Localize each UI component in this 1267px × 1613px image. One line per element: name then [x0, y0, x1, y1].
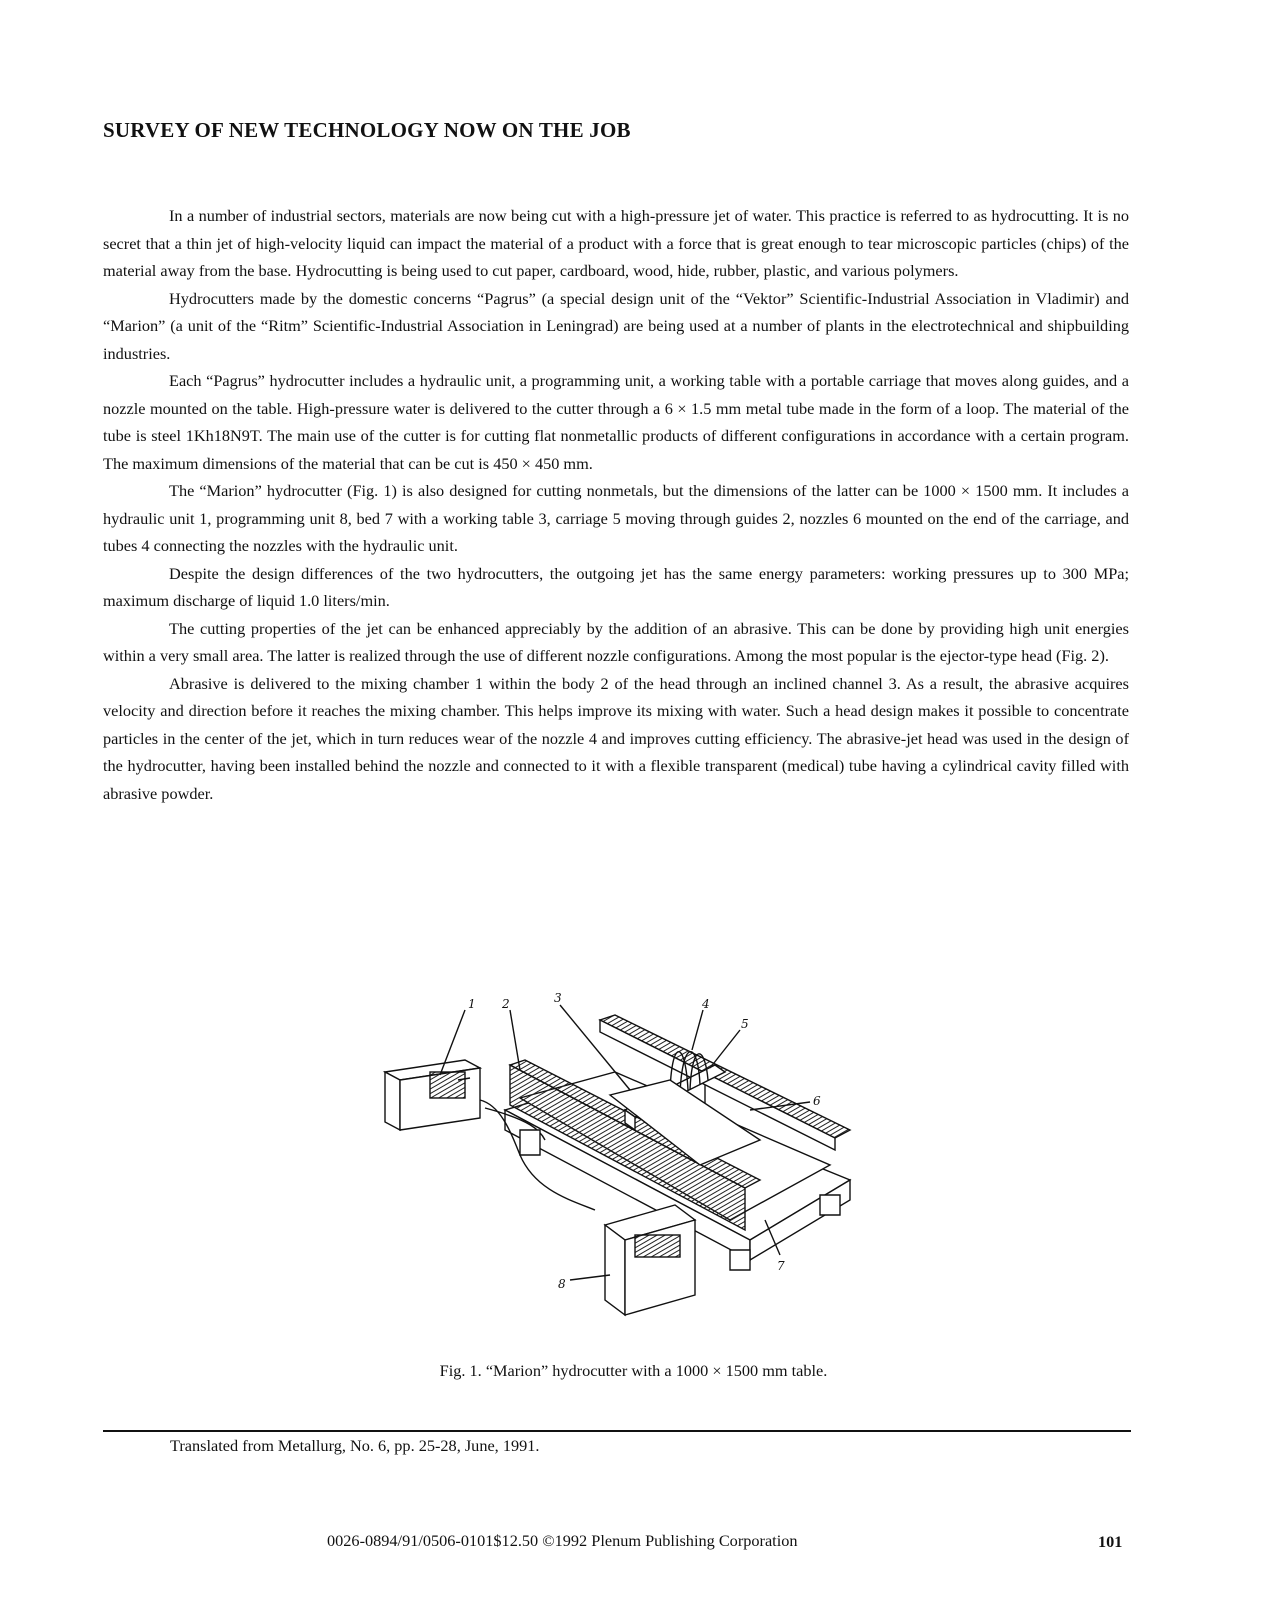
figure-label-2: 2: [502, 997, 510, 1011]
paragraph: Hydrocutters made by the domestic concerns “Pagrus” (a special design unit of the “Vektor” Scientific-Industrial Association in Vladimir) and “Marion” (a unit of the “Ritm” Scientific-Industrial Association in Leningrad) are being used at a number of plants in the electrotechnical and shipbuilding industries.: [103, 288, 1129, 363]
paragraph: In a number of industrial sectors, materials are now being cut with a high-pressure jet of water. This practice is referred to as hydrocutting. It is no secret that a thin jet of high-velocity liquid can impact the material of a product with a force that is great enough to tear microscopic particles (chips) of the material away from the base. Hydrocutting is being used to cut paper, cardboard, wood, hide, rubber, plastic, and various polymers.: [103, 206, 1129, 280]
paragraph: Abrasive is delivered to the mixing chamber 1 within the body 2 of the head through an inclined channel 3. As a result, the abrasive acquires velocity and direction before it reaches the mixing chamber. This helps improve its mixing with water. Such a head design makes it possible to concentrate particles in the center of the jet, which in turn reduces wear of the nozzle 4 and improves cutting efficiency. The abrasive-jet head was used in the design of the hydrocutter, having been installed behind the nozzle and connected to it with a flexible transparent (medical) tube having a cylindrical cavity filled with abrasive powder.: [103, 673, 1129, 803]
figure-label-5: 5: [741, 1017, 749, 1031]
figure-label-8: 8: [558, 1277, 566, 1291]
translation-footnote: Translated from Metallurg, No. 6, pp. 25-28, June, 1991.: [170, 1436, 540, 1455]
page-number: 101: [1098, 1532, 1123, 1551]
paragraph: Each “Pagrus” hydrocutter includes a hydraulic unit, a programming unit, a working table with a portable carriage that moves along guides, and a nozzle mounted on the table. High-pressure water is delivered to the cutter through a 6 × 1.5 mm metal tube made in the form of a loop. The material of the tube is steel 1Kh18N9T. The main use of the cutter is for cutting flat nonmetallic products of different configurations in accordance with a certain program. The maximum dimensions of the material that can be cut is 450 × 450 mm.: [103, 371, 1129, 473]
footnote-divider: [103, 1430, 1131, 1432]
paragraph: The cutting properties of the jet can be enhanced appreciably by the addition of an abrasive. This can be done by providing high unit energies within a very small area. The latter is realized through the use of different nozzle configurations. Among the most popular is the ejector-type head (Fig. 2).: [103, 618, 1129, 665]
figure-label-4: 4: [702, 997, 710, 1011]
figure-label-7: 7: [777, 1259, 785, 1273]
figure-label-1: 1: [468, 997, 476, 1011]
figure-label-6: 6: [813, 1094, 821, 1108]
paragraph: The “Marion” hydrocutter (Fig. 1) is also designed for cutting nonmetals, but the dimensions of the latter can be 1000 × 1500 mm. It includes a hydraulic unit 1, programming unit 8, bed 7 with a working table 3, carriage 5 moving through guides 2, nozzles 6 mounted on the end of the carriage, and tubes 4 connecting the nozzles with the hydraulic unit.: [103, 481, 1129, 555]
hydrocutter-figure: [370, 980, 870, 1330]
paragraph: Despite the design differences of the two hydrocutters, the outgoing jet has the same energy parameters: working pressures up to 300 MPa; maximum discharge of liquid 1.0 liters/min.: [103, 563, 1129, 610]
article-body: [103, 202, 1129, 807]
hydrocutter-drawing: [370, 980, 870, 1330]
figure-caption-text: Fig. 1. “Marion” hydrocutter with a 1000 × 1500 mm table.: [439, 1361, 828, 1380]
figure-label-3: 3: [554, 991, 562, 1005]
page-title: SURVEY OF NEW TECHNOLOGY NOW ON THE JOB: [103, 118, 631, 142]
copyright-line: 0026-0894/91/0506-0101$12.50 ©1992 Plenum Publishing Corporation: [327, 1531, 798, 1550]
figure-caption: [0, 1361, 1267, 1381]
